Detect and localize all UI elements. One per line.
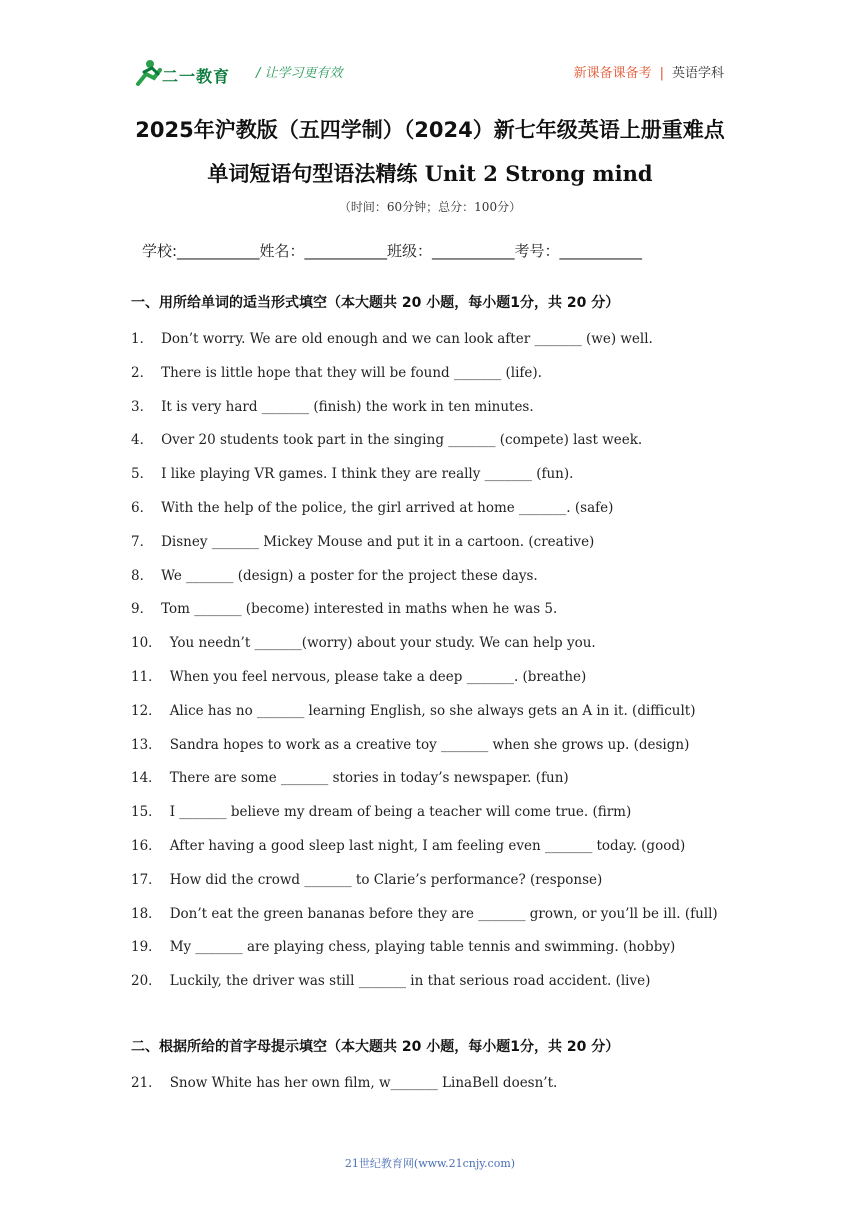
question-text: How did the crowd _______ to Clarie’s performance? (response): [169, 871, 603, 888]
question-text: Don’t eat the green bananas before they are _______ grown, or you’ll be ill. (full): [169, 905, 718, 922]
section-1-heading: 一、用所给单词的适当形式填空（本大题共 20 小题，每小题1分，共 20 分）: [131, 295, 620, 311]
question-text: There is little hope that they will be found _______ (life).: [161, 364, 542, 381]
question-item: [131, 327, 653, 347]
question-item: [131, 733, 689, 753]
question-text: I _______ believe my dream of being a teacher will come true. (firm): [169, 804, 632, 821]
question-text: Tom _______ (become) interested in maths when he was 5.: [161, 601, 558, 618]
question-text: With the help of the police, the girl arrived at home _______. (safe): [161, 500, 614, 516]
logo-text: 二一教育: [162, 67, 231, 86]
question-item: [131, 564, 538, 584]
question-number: 19．: [131, 939, 162, 956]
question-number: 16．: [131, 838, 162, 854]
question-number: 18．: [131, 905, 162, 922]
question-text: Disney _______ Mickey Mouse and put it in a cartoon. (creative): [161, 533, 595, 550]
question-number: 3．: [131, 398, 154, 415]
document-title: 2025年沪教版（五四学制）（2024）新七年级英语上册重难点: [135, 118, 725, 142]
question-item: [131, 800, 631, 820]
question-item: [131, 868, 602, 888]
document-title-line2: 单词短语句型语法精练 Unit 2 Strong mind: [207, 161, 653, 186]
question-number: 12．: [131, 702, 162, 719]
question-number: 21．: [131, 1075, 162, 1091]
question-text: There are some _______ stories in today’s newspaper. (fun): [169, 770, 569, 787]
question-number: 11．: [131, 669, 162, 685]
question-text: It is very hard _______ (finish) the work in ten minutes.: [161, 398, 534, 415]
question-item: [131, 597, 557, 617]
student-info-line: 学校:___________姓名：___________班级：___________考号：___________: [142, 242, 643, 260]
question-text: Alice has no _______ learning English, so she always gets an A in it. (difficult): [169, 702, 696, 719]
question-text: My _______ are playing chess, playing table tennis and swimming. (hobby): [169, 939, 676, 956]
question-text: I like playing VR games. I think they are really _______ (fun).: [161, 466, 574, 483]
header-separator: |: [659, 66, 664, 81]
question-item: [131, 766, 569, 786]
question-text: We _______ (design) a poster for the project these days.: [161, 567, 538, 584]
question-number: 5．: [131, 466, 154, 483]
question-number: 9．: [131, 601, 154, 618]
question-item: [131, 834, 685, 854]
question-text: After having a good sleep last night, I am feeling even _______ today. (good): [169, 838, 686, 854]
question-item: [131, 530, 594, 550]
question-number: 17．: [131, 871, 162, 888]
subject-label: 英语学科: [671, 66, 724, 81]
question-number: 6．: [131, 500, 154, 516]
question-item: [131, 935, 675, 955]
question-item: [131, 1071, 557, 1091]
question-item: [131, 902, 718, 922]
page-header: [0, 0, 860, 100]
question-item: [131, 462, 573, 482]
question-item: [131, 361, 542, 381]
question-text: Snow White has her own film, w_______ LinaBell doesn’t.: [169, 1075, 558, 1091]
question-number: 14．: [131, 770, 162, 787]
question-text: Don’t worry. We are old enough and we can look after _______ (we) well.: [161, 331, 653, 347]
question-item: [131, 631, 596, 651]
question-number: 15．: [131, 804, 162, 821]
question-text: When you feel nervous, please take a deep _______. (breathe): [169, 669, 587, 685]
question-text: Sandra hopes to work as a creative toy _______ when she grows up. (design): [169, 736, 690, 753]
section-2-heading: 二、根据所给的首字母提示填空（本大题共 20 小题，每小题1分，共 20 分）: [131, 1039, 620, 1055]
question-text: Luckily, the driver was still _______ in that serious road accident. (live): [169, 973, 651, 990]
question-item: [131, 699, 695, 719]
question-item: [131, 969, 650, 989]
header-label: 新课备课备考: [573, 66, 652, 81]
question-number: 7．: [131, 533, 154, 550]
question-number: 8．: [131, 567, 154, 584]
question-text: Over 20 students took part in the singing _______ (compete) last week.: [161, 432, 643, 449]
question-number: 1．: [131, 331, 154, 347]
footer-source: 21世纪教育网(www.21cnjy.com): [344, 1157, 516, 1170]
question-number: 10．: [131, 635, 162, 652]
question-item: [131, 665, 586, 685]
question-text: You needn’t _______(worry) about your study. We can help you.: [169, 635, 596, 652]
header-right: [574, 62, 724, 81]
question-item: [131, 428, 642, 448]
question-number: 2．: [131, 364, 154, 381]
question-number: 4．: [131, 432, 154, 449]
time-score-info: （时间：60分钟；总分：100分）: [338, 200, 522, 214]
question-item: [131, 496, 613, 516]
question-number: 20．: [131, 973, 162, 990]
question-item: [131, 395, 534, 415]
slogan: / 让学习更有效: [256, 66, 343, 81]
question-number: 13．: [131, 736, 162, 753]
